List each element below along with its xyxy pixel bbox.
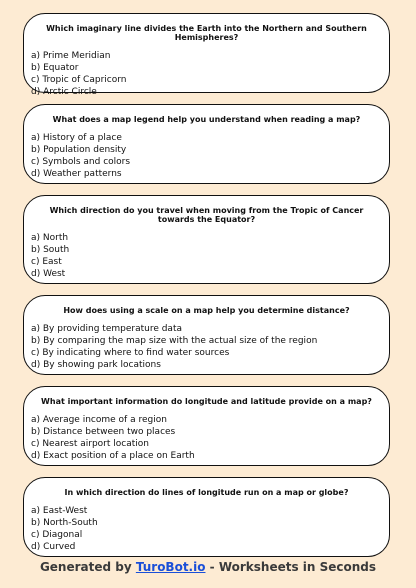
question-text: What important information do longitude and latitude provide on a map? [41,397,372,406]
question-card-1 [23,13,390,97]
option-d: d) Exact position of a place on Earth [31,451,195,461]
option-d: d) Curved [31,542,76,552]
options-list [24,323,389,371]
option-a: a) By providing temperature data [31,324,182,334]
question-text: In which direction do lines of longitude run on a map or globe? [64,488,349,497]
question-card-2 [23,104,390,184]
question-text: Which imaginary line divides the Earth into the Northern and Southern Hemispheres? [46,24,367,42]
option-c: c) By indicating where to find water sources [31,348,230,358]
options-list [24,232,389,280]
footer-suffix: - Worksheets in Seconds [205,560,377,574]
option-a: a) History of a place [31,133,122,143]
option-d: d) Weather patterns [31,169,122,179]
option-a: a) North [31,233,69,243]
option-a: a) East-West [31,506,88,516]
question-card-5 [23,386,390,466]
option-c: c) East [31,257,62,267]
options-list [24,505,389,553]
option-b: b) Population density [31,145,127,155]
question-text: Which direction do you travel when moving from the Tropic of Cancer towards the Equator? [49,206,364,224]
question-text: What does a map legend help you understand when reading a map? [52,115,361,124]
question-card-3 [23,195,390,284]
question-text: How does using a scale on a map help you determine distance? [63,306,350,315]
option-b: b) Equator [31,63,79,73]
option-b: b) South [31,245,70,255]
option-d: d) Arctic Circle [31,87,97,97]
options-list [24,132,389,180]
question-card-6 [23,477,390,557]
question-card-4 [23,295,390,375]
option-a: a) Average income of a region [31,415,167,425]
option-d: d) West [31,269,66,279]
option-b: b) North-South [31,518,98,528]
option-b: b) By comparing the map size with the actual size of the region [31,336,318,346]
footer [0,559,416,575]
option-c: c) Diagonal [31,530,83,540]
option-c: c) Tropic of Capricorn [31,75,127,85]
footer-prefix: Generated by [39,560,136,574]
options-list [24,414,389,462]
option-c: c) Nearest airport location [31,439,149,449]
options-list [24,50,389,98]
option-d: d) By showing park locations [31,360,161,370]
option-a: a) Prime Meridian [31,51,111,61]
option-c: c) Symbols and colors [31,157,131,167]
turobot-link[interactable]: TuroBot.io [135,560,206,574]
option-b: b) Distance between two places [31,427,176,437]
